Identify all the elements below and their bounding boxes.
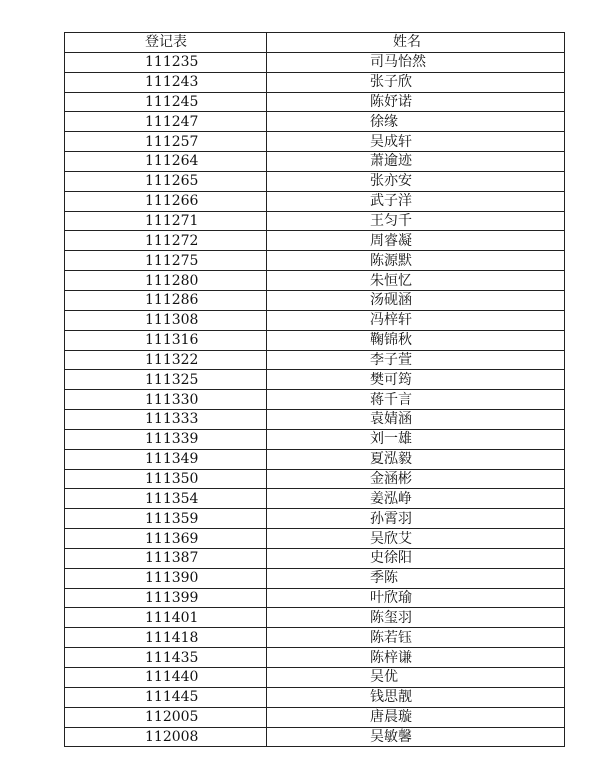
table-row bbox=[65, 568, 565, 588]
registration-id-cell: 111275 bbox=[65, 251, 267, 271]
table-header bbox=[65, 33, 565, 53]
table-row bbox=[65, 72, 565, 92]
registration-id-cell: 111325 bbox=[65, 370, 267, 390]
name-cell: 周睿凝 bbox=[267, 231, 565, 251]
name-cell: 夏泓毅 bbox=[267, 449, 565, 469]
registration-id-cell: 111322 bbox=[65, 350, 267, 370]
name-cell: 张亦安 bbox=[267, 171, 565, 191]
name-cell: 徐缘 bbox=[267, 112, 565, 132]
table-row bbox=[65, 410, 565, 430]
registration-id-cell: 111349 bbox=[65, 449, 267, 469]
name-cell: 刘一雄 bbox=[267, 429, 565, 449]
name-cell: 司马怡然 bbox=[267, 52, 565, 72]
registration-id-cell: 112008 bbox=[65, 727, 267, 747]
name-cell: 蒋千言 bbox=[267, 390, 565, 410]
table-row bbox=[65, 211, 565, 231]
table-row bbox=[65, 648, 565, 668]
registration-id-cell: 111265 bbox=[65, 171, 267, 191]
registration-id-cell: 111445 bbox=[65, 687, 267, 707]
table-body bbox=[65, 52, 565, 747]
name-cell: 李子萱 bbox=[267, 350, 565, 370]
name-cell: 姜泓峥 bbox=[267, 489, 565, 509]
registration-id-cell: 111440 bbox=[65, 668, 267, 688]
table-row bbox=[65, 687, 565, 707]
registration-id-cell: 111316 bbox=[65, 330, 267, 350]
name-cell: 陈梓谦 bbox=[267, 648, 565, 668]
registration-id-cell: 111247 bbox=[65, 112, 267, 132]
registration-id-cell: 111369 bbox=[65, 529, 267, 549]
registration-id-cell: 111308 bbox=[65, 310, 267, 330]
registration-id-cell: 111359 bbox=[65, 509, 267, 529]
table-row bbox=[65, 429, 565, 449]
name-cell: 陈玺羽 bbox=[267, 608, 565, 628]
header-row bbox=[65, 33, 565, 53]
registration-table bbox=[64, 32, 565, 747]
table-row bbox=[65, 628, 565, 648]
registration-id-cell: 111339 bbox=[65, 429, 267, 449]
header-id: 登记表 bbox=[65, 33, 267, 53]
table-row bbox=[65, 588, 565, 608]
name-cell: 吴敏馨 bbox=[267, 727, 565, 747]
registration-id-cell: 111418 bbox=[65, 628, 267, 648]
table-row bbox=[65, 152, 565, 172]
name-cell: 叶欣瑜 bbox=[267, 588, 565, 608]
registration-id-cell: 111264 bbox=[65, 152, 267, 172]
registration-id-cell: 111243 bbox=[65, 72, 267, 92]
name-cell: 吴优 bbox=[267, 668, 565, 688]
registration-id-cell: 111330 bbox=[65, 390, 267, 410]
table-row bbox=[65, 370, 565, 390]
registration-id-cell: 111387 bbox=[65, 548, 267, 568]
name-cell: 金涵彬 bbox=[267, 469, 565, 489]
registration-id-cell: 111435 bbox=[65, 648, 267, 668]
name-cell: 袁婧涵 bbox=[267, 410, 565, 430]
table-row bbox=[65, 608, 565, 628]
name-cell: 陈妤诺 bbox=[267, 92, 565, 112]
table-row bbox=[65, 191, 565, 211]
name-cell: 季陈 bbox=[267, 568, 565, 588]
table-row bbox=[65, 449, 565, 469]
table-row bbox=[65, 231, 565, 251]
name-cell: 陈若钰 bbox=[267, 628, 565, 648]
name-cell: 王匀千 bbox=[267, 211, 565, 231]
header-name: 姓名 bbox=[267, 33, 565, 53]
table-row bbox=[65, 350, 565, 370]
name-cell: 钱思靓 bbox=[267, 687, 565, 707]
registration-id-cell: 111390 bbox=[65, 568, 267, 588]
registration-id-cell: 111286 bbox=[65, 290, 267, 310]
name-cell: 唐晨璇 bbox=[267, 707, 565, 727]
table-row bbox=[65, 52, 565, 72]
table-row bbox=[65, 469, 565, 489]
table-row bbox=[65, 390, 565, 410]
registration-id-cell: 111280 bbox=[65, 271, 267, 291]
name-cell: 史徐阳 bbox=[267, 548, 565, 568]
registration-id-cell: 111401 bbox=[65, 608, 267, 628]
name-cell: 吴欣艾 bbox=[267, 529, 565, 549]
table-row bbox=[65, 529, 565, 549]
table-row bbox=[65, 489, 565, 509]
table-row bbox=[65, 271, 565, 291]
name-cell: 汤砚涵 bbox=[267, 290, 565, 310]
table-row bbox=[65, 707, 565, 727]
registration-id-cell: 111354 bbox=[65, 489, 267, 509]
name-cell: 鞠锦秋 bbox=[267, 330, 565, 350]
registration-id-cell: 112005 bbox=[65, 707, 267, 727]
registration-id-cell: 111266 bbox=[65, 191, 267, 211]
registration-id-cell: 111333 bbox=[65, 410, 267, 430]
table-row bbox=[65, 251, 565, 271]
table-row bbox=[65, 290, 565, 310]
table-row bbox=[65, 112, 565, 132]
table-row bbox=[65, 727, 565, 747]
table-row bbox=[65, 132, 565, 152]
name-cell: 武子洋 bbox=[267, 191, 565, 211]
registration-id-cell: 111245 bbox=[65, 92, 267, 112]
registration-id-cell: 111272 bbox=[65, 231, 267, 251]
name-cell: 樊可筠 bbox=[267, 370, 565, 390]
table-row bbox=[65, 509, 565, 529]
registration-id-cell: 111271 bbox=[65, 211, 267, 231]
table-row bbox=[65, 668, 565, 688]
table-row bbox=[65, 92, 565, 112]
registration-id-cell: 111350 bbox=[65, 469, 267, 489]
registration-id-cell: 111399 bbox=[65, 588, 267, 608]
registration-id-cell: 111257 bbox=[65, 132, 267, 152]
table-row bbox=[65, 330, 565, 350]
name-cell: 孙霄羽 bbox=[267, 509, 565, 529]
registration-id-cell: 111235 bbox=[65, 52, 267, 72]
name-cell: 吴成轩 bbox=[267, 132, 565, 152]
table-row bbox=[65, 310, 565, 330]
name-cell: 朱恒忆 bbox=[267, 271, 565, 291]
table-row bbox=[65, 171, 565, 191]
name-cell: 冯梓轩 bbox=[267, 310, 565, 330]
name-cell: 萧逾迹 bbox=[267, 152, 565, 172]
name-cell: 陈源默 bbox=[267, 251, 565, 271]
table-row bbox=[65, 548, 565, 568]
name-cell: 张子欣 bbox=[267, 72, 565, 92]
